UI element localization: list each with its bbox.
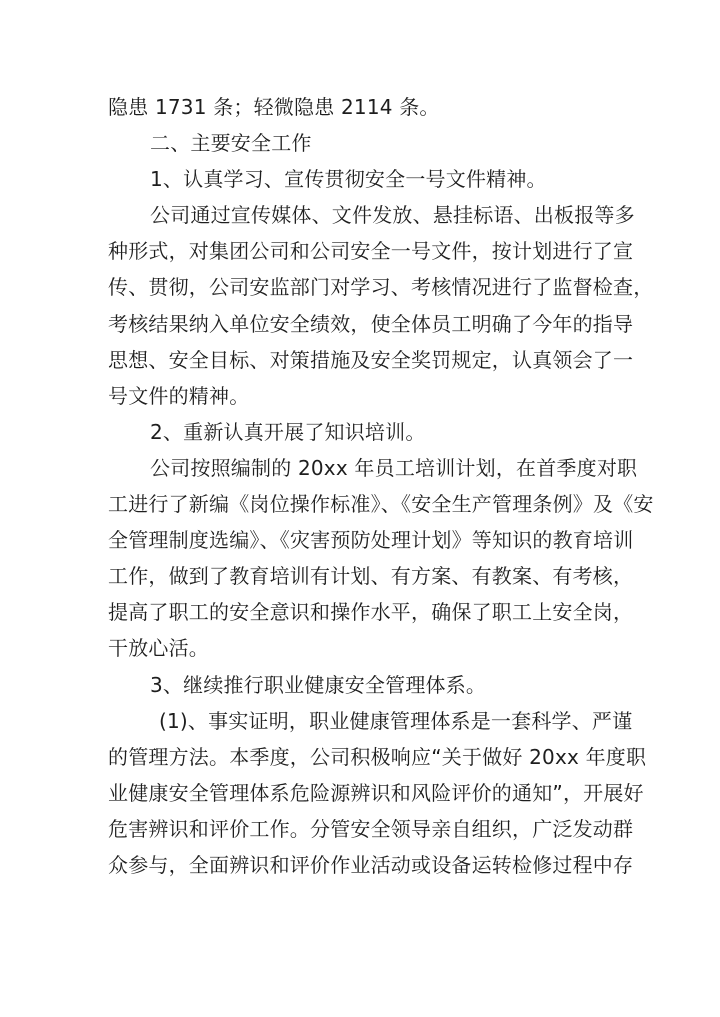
text-line: 种形式，对集团公司和公司安全一号文件，按计划进行了宣 (108, 239, 634, 264)
text-line: 隐患 1731 条；轻微隐患 2114 条。 (108, 95, 440, 119)
text-line: 全管理制度选编》、《灾害预防处理计划》等知识的教育培训 (108, 528, 634, 553)
text-line: 业健康安全管理体系危险源辨识和风险评价的通知”，开展好 (108, 780, 644, 805)
paragraph-first-line: 公司按照编制的 20xx 年员工培训计划，在首季度对职 (150, 455, 638, 480)
text-line: 危害辨识和评价工作。分管安全领导亲自组织，广泛发动群 (108, 816, 634, 841)
document-body (108, 89, 654, 883)
section-heading: 二、主要安全工作 (150, 131, 312, 156)
text-line: 传、贯彻，公司安监部门对学习、考核情况进行了监督检查， (108, 275, 654, 300)
paragraph-first-line: 公司通过宣传媒体、文件发放、悬挂标语、出板报等多 (150, 203, 635, 228)
text-line: 众参与，全面辨识和评价作业活动或设备运转检修过程中存 (108, 852, 634, 877)
text-line: 的管理方法。本季度，公司积极响应“关于做好 20xx 年度职 (108, 744, 647, 769)
text-line: 号文件的精神。 (108, 383, 250, 408)
text-line: 干放心活。 (108, 636, 209, 661)
text-line: 工进行了新编《岗位操作标准》、《安全生产管理条例》及《安 (108, 492, 654, 517)
text-line: 工作，做到了教育培训有计划、有方案、有教案、有考核， (108, 564, 634, 589)
subsection-heading: 2、重新认真开展了知识培训。 (150, 419, 426, 444)
paragraph-first-line: (1)、事实证明，职业健康管理体系是一套科学、严谨 (159, 708, 633, 733)
text-line: 考核结果纳入单位安全绩效，使全体员工明确了今年的指导 (108, 311, 634, 336)
subsection-heading: 1、认真学习、宣传贯彻安全一号文件精神。 (150, 167, 547, 192)
text-line: 思想、安全目标、对策措施及安全奖罚规定，认真领会了一 (108, 347, 634, 372)
subsection-heading: 3、继续推行职业健康安全管理体系。 (150, 672, 487, 697)
text-line: 提高了职工的安全意识和操作水平，确保了职工上安全岗， (108, 600, 634, 625)
